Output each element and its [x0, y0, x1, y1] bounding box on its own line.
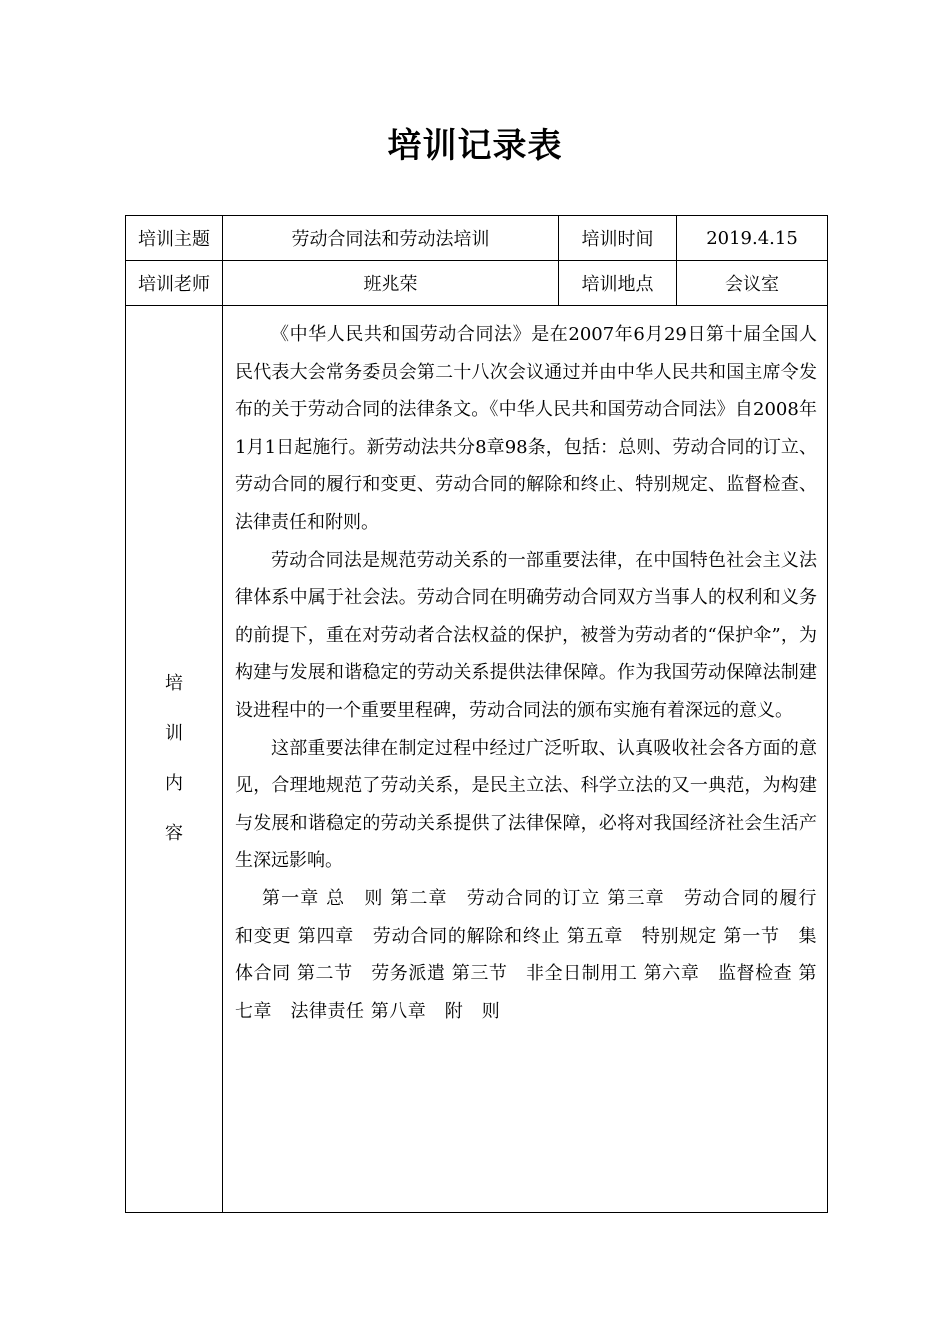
content-paragraph: 劳动合同法是规范劳动关系的一部重要法律，在中国特色社会主义法律体系中属于社会法。劳动合同在明确劳动合同双方当事人的权利和义务的前提下，重在对劳动者合法权益的保护，被誉为劳动者的“保护伞”，为构建与发展和谐稳定的劳动关系提供法律保障。作为我国劳动保障法制建设进程中的一个重要里程碑，劳动合同法的颁布实施有着深远的意义。 [235, 549, 817, 721]
training-content [223, 306, 827, 1030]
content-paragraph: 《中华人民共和国劳动合同法》是在2007年6月29日第十届全国人民代表大会常务委员会第二十八次会议通过并由中华人民共和国主席令发布的关于劳动合同的法律条文。《中华人民共和国劳动合同法》自2008年1月1日起施行。新劳动法共分8章98条，包括：总则、劳动合同的订立、劳动合同的履行和变更、劳动合同的解除和终止、特别规定、监督检查、法律责任和附则。 [235, 324, 817, 533]
content-label-char: 培 [165, 673, 183, 694]
page-title: 培训记录表 [387, 126, 563, 166]
content-label-char: 内 [165, 773, 183, 794]
table-row [126, 261, 828, 306]
topic-value: 劳动合同法和劳动法培训 [223, 216, 559, 261]
teacher-value: 班兆荣 [223, 261, 559, 306]
content-label-char: 容 [165, 823, 183, 844]
time-label: 培训时间 [559, 216, 677, 261]
content-label-char: 训 [165, 723, 183, 744]
content-paragraph: 这部重要法律在制定过程中经过广泛听取、认真吸收社会各方面的意见，合理地规范了劳动关系，是民主立法、科学立法的又一典范，为构建与发展和谐稳定的劳动关系提供了法律保障，必将对我国经济社会生活产生深远影响。 [235, 737, 817, 872]
topic-label: 培训主题 [126, 216, 223, 261]
place-label: 培训地点 [559, 261, 677, 306]
chapter-list: 第一章 总 则 第二章 劳动合同的订立 第三章 劳动合同的履行和变更 第四章 劳动合同的解除和终止 第五章 特别规定 第一节 集体合同 第二节 劳务派遣 第三节 非全日制用工 第六章 监督检查 第七章 法律责任 第八章 附 则 [235, 887, 817, 1022]
content-label-cell [126, 306, 223, 1213]
place-value: 会议室 [677, 261, 828, 306]
teacher-label: 培训老师 [126, 261, 223, 306]
training-record-table [125, 215, 828, 1213]
content-cell [223, 306, 828, 1213]
time-value: 2019.4.15 [677, 216, 828, 261]
table-row [126, 216, 828, 261]
table-row [126, 306, 828, 1213]
